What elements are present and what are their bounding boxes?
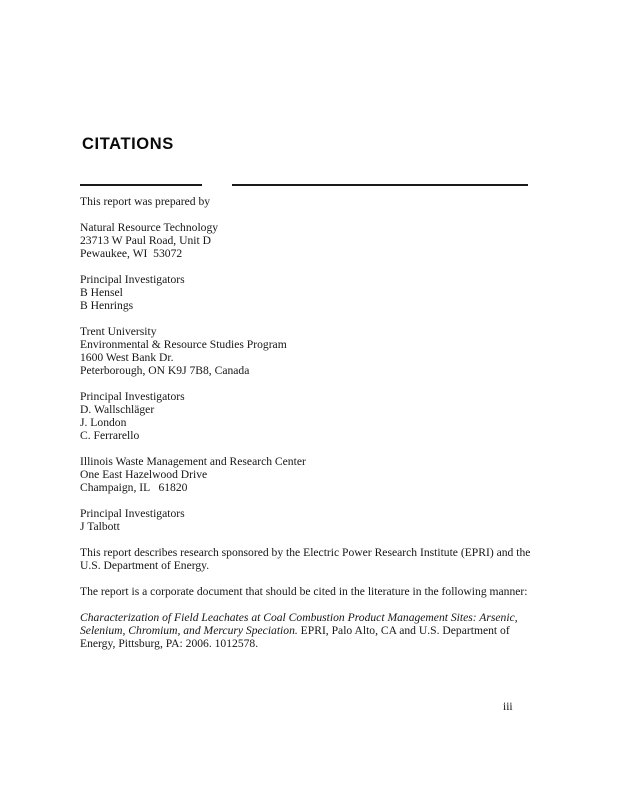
investigator-name: D. Wallschläger [80, 403, 155, 416]
org-name-line: Natural Resource Technology [80, 221, 219, 234]
investigators-block-iwmrc [80, 507, 550, 533]
citation-publisher-segment: EPRI, Palo Alto, CA and U.S. Department of [297, 624, 510, 637]
org-street-line: 23713 W Paul Road, Unit D [80, 234, 211, 247]
intro-line: This report was prepared by [80, 195, 211, 208]
citation-instruction-line: The report is a corporate document that should be cited in the literature in the following manner: [80, 585, 528, 598]
citation-paragraph [80, 611, 550, 650]
investigator-name: C. Ferrarello [80, 429, 140, 442]
org-block-nrt [80, 221, 550, 260]
investigator-name: J. London [80, 416, 127, 429]
org-block-trent [80, 325, 550, 377]
body-text [80, 195, 550, 663]
sponsor-line: This report describes research sponsored by the Electric Power Research Institute (EPRI) and the [80, 546, 531, 559]
citation-instruction-paragraph [80, 585, 550, 598]
investigators-block-nrt [80, 273, 550, 312]
sponsor-paragraph [80, 546, 550, 572]
intro-paragraph [80, 195, 550, 208]
investigators-label: Principal Investigators [80, 507, 185, 520]
investigator-name: J Talbott [80, 520, 120, 533]
org-name-line: Illinois Waste Management and Research Center [80, 455, 306, 468]
org-city-line: Champaign, IL 61820 [80, 481, 188, 494]
citation-title-segment: Selenium, Chromium, and Mercury Speciation. [80, 624, 298, 637]
citation-line [80, 637, 550, 650]
org-name-line: Trent University [80, 325, 157, 338]
page-title: CITATIONS [82, 135, 174, 153]
org-city-line: Pewaukee, WI 53072 [80, 247, 183, 260]
sponsor-line: U.S. Department of Energy. [80, 559, 210, 572]
org-street-line: 1600 West Bank Dr. [80, 351, 174, 364]
citation-line [80, 611, 550, 624]
citation-line [80, 624, 550, 637]
page-number: iii [503, 701, 513, 713]
org-city-line: Peterborough, ON K9J 7B8, Canada [80, 364, 250, 377]
org-street-line: One East Hazelwood Drive [80, 468, 208, 481]
investigators-label: Principal Investigators [80, 273, 185, 286]
divider-line-right [232, 184, 528, 186]
divider-line-left [80, 184, 202, 186]
investigators-block-trent [80, 390, 550, 442]
citation-title-segment: Characterization of Field Leachates at Coal Combustion Product Management Sites: Arsenic, [80, 611, 518, 624]
investigator-name: B Hensel [80, 286, 123, 299]
investigators-label: Principal Investigators [80, 390, 185, 403]
org-program-line: Environmental & Resource Studies Program [80, 338, 287, 351]
investigator-name: B Henrings [80, 299, 134, 312]
citation-publisher-segment: Energy, Pittsburg, PA: 2006. 1012578. [80, 637, 259, 650]
org-block-iwmrc [80, 455, 550, 494]
